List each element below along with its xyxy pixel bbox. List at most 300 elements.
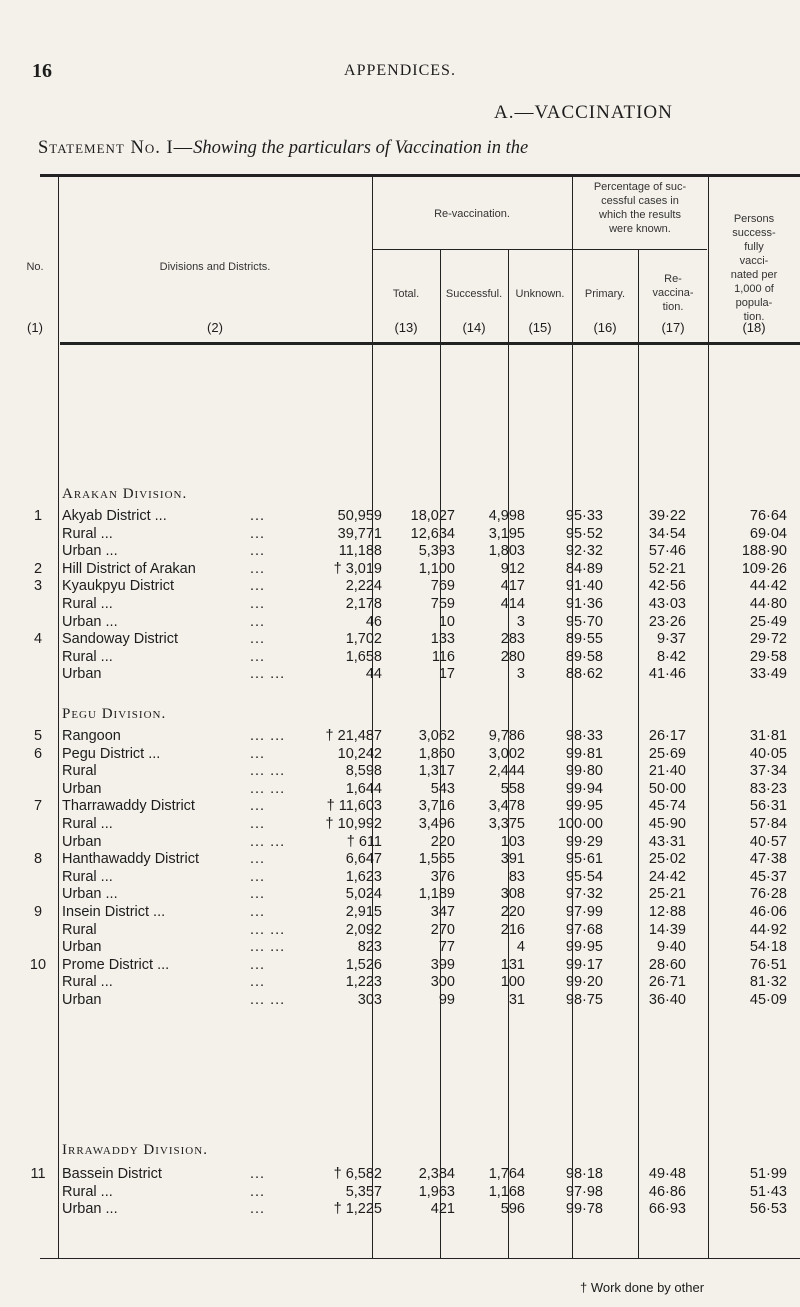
row-number: 8 (33, 851, 43, 868)
cell-unknown: 3,478 (488, 798, 525, 815)
cell-revaccination-pct: 41·46 (648, 666, 686, 683)
cell-persons-per-1000: 29·58 (749, 648, 787, 665)
cell-total: 1,644 (345, 780, 382, 797)
cell-unknown: 912 (500, 560, 525, 577)
row-leader-dots: ... ... (250, 763, 286, 780)
cell-total: 10,242 (337, 745, 382, 762)
cell-successful: 3,496 (418, 816, 455, 832)
cell-unknown: 9,786 (488, 728, 525, 744)
cell-primary-pct: 95·54 (565, 868, 603, 885)
col-divider-1 (58, 175, 59, 1258)
cell-total: 39,771 (337, 525, 382, 542)
col-header-revaccination-pct: Re- vaccina- tion. (652, 273, 694, 313)
col-number-1: (1) (27, 320, 43, 335)
cell-revaccination-pct: 45·90 (648, 816, 686, 832)
row-leader-dots: ... ... (250, 728, 286, 744)
row-name: Bassein District (62, 1166, 162, 1182)
table-row (0, 1166, 800, 1182)
running-head: APPENDICES. (344, 62, 456, 79)
cell-revaccination-pct: 39·22 (648, 508, 686, 524)
table-row (0, 816, 800, 832)
cell-revaccination-pct: 49·48 (648, 1166, 686, 1182)
row-leader-dots: ... (250, 543, 266, 560)
col-number-15: (15) (528, 320, 552, 335)
col-divider-5 (572, 175, 573, 1258)
table-row (0, 781, 800, 797)
cell-primary-pct: 89·55 (565, 631, 603, 648)
table-row (0, 974, 800, 990)
cell-total: 2,224 (345, 578, 382, 595)
cell-revaccination-pct: 14·39 (648, 921, 686, 938)
col-header-successful: Successful. (445, 288, 503, 300)
cell-persons-per-1000: 76·51 (749, 956, 787, 973)
cell-persons-per-1000: 188·90 (741, 543, 787, 560)
col-number-14: (14) (462, 320, 486, 335)
cell-unknown: 216 (500, 921, 525, 938)
table-row (0, 666, 800, 682)
cell-unknown: 414 (500, 596, 525, 612)
row-name: Rural ... (62, 525, 113, 542)
table-row (0, 543, 800, 559)
cell-unknown: 31 (508, 992, 525, 1008)
cell-successful: 99 (438, 992, 455, 1008)
table-bottom-rule (40, 1258, 800, 1259)
cell-primary-pct: 99·29 (565, 833, 603, 850)
cell-successful: 1,565 (418, 851, 455, 868)
table-row (0, 631, 800, 647)
row-leader-dots: ... ... (250, 921, 286, 938)
cell-primary-pct: 95·61 (565, 851, 603, 868)
cell-total: 50,959 (337, 508, 382, 524)
cell-revaccination-pct: 25·69 (648, 745, 686, 762)
row-leader-dots: ... (250, 1166, 266, 1182)
cell-total: 303 (357, 992, 382, 1008)
cell-successful: 12,634 (410, 525, 455, 542)
cell-total: 46 (365, 613, 382, 630)
footnote: † Work done by other (580, 1280, 705, 1295)
cell-primary-pct: 84·89 (565, 560, 603, 577)
cell-persons-per-1000: 44·92 (749, 921, 787, 938)
row-leader-dots: ... (250, 798, 266, 815)
cell-successful: 3,716 (418, 798, 455, 815)
row-name: Rural (62, 921, 97, 938)
col-number-18: (18) (742, 320, 766, 335)
row-name: Hanthawaddy District (62, 851, 199, 868)
row-leader-dots: ... ... (250, 780, 286, 797)
row-name: Urban (62, 939, 102, 956)
cell-unknown: 3,375 (488, 816, 525, 832)
cell-persons-per-1000: 51·99 (749, 1166, 787, 1182)
row-name: Urban (62, 666, 102, 683)
cell-total: 2,092 (345, 921, 382, 938)
row-name: Urban ... (62, 543, 118, 560)
row-leader-dots: ... (250, 525, 266, 542)
cell-unknown: 283 (500, 631, 525, 648)
cell-total: 823 (357, 939, 382, 956)
col-divider-2 (372, 175, 373, 1258)
cell-persons-per-1000: 56·53 (749, 1201, 787, 1218)
row-name: Rural ... (62, 648, 113, 665)
cell-unknown: 4 (516, 939, 525, 956)
row-leader-dots: ... (250, 1183, 266, 1200)
cell-primary-pct: 99·80 (565, 763, 603, 780)
row-leader-dots: ... ... (250, 666, 286, 683)
row-leader-dots: ... (250, 745, 266, 762)
cell-primary-pct: 91·40 (565, 578, 603, 595)
cell-primary-pct: 89·58 (565, 648, 603, 665)
cell-persons-per-1000: 25·49 (749, 613, 787, 630)
cell-unknown: 391 (500, 851, 525, 868)
cell-total: 1,623 (345, 868, 382, 885)
cell-persons-per-1000: 44·80 (749, 596, 787, 612)
table-row (0, 851, 800, 867)
cell-unknown: 1,764 (488, 1166, 525, 1182)
cell-primary-pct: 95·33 (565, 508, 603, 524)
table-row (0, 728, 800, 744)
row-leader-dots: ... (250, 613, 266, 630)
cell-total: 11,188 (338, 543, 382, 560)
cell-revaccination-pct: 52·21 (648, 560, 686, 577)
statement-lead: Statement No. I— (38, 138, 194, 158)
table-row (0, 939, 800, 955)
table-row (0, 746, 800, 762)
cell-total: 5,024 (345, 886, 382, 903)
col-number-16: (16) (593, 320, 617, 335)
row-leader-dots: ... (250, 578, 266, 595)
cell-successful: 399 (430, 956, 455, 973)
cell-primary-pct: 99·95 (565, 939, 603, 956)
cell-unknown: 280 (500, 648, 525, 665)
row-name: Prome District ... (62, 956, 170, 973)
cell-persons-per-1000: 44·42 (749, 578, 787, 595)
row-leader-dots: ... (250, 886, 266, 903)
row-leader-dots: ... (250, 974, 266, 991)
cell-total: 1,223 (345, 974, 382, 991)
col-header-no: No. (26, 261, 44, 273)
cell-primary-pct: 99·17 (565, 956, 603, 973)
cell-unknown: 4,998 (488, 508, 525, 524)
cell-primary-pct: 97·32 (565, 886, 603, 903)
cell-persons-per-1000: 45·09 (749, 992, 787, 1008)
cell-revaccination-pct: 23·26 (648, 613, 686, 630)
table-row (0, 526, 800, 542)
cell-unknown: 103 (500, 833, 525, 850)
section-title: A.—VACCINATION (494, 102, 673, 123)
cell-revaccination-pct: 28·60 (648, 956, 686, 973)
cell-primary-pct: 97·68 (565, 921, 603, 938)
cell-total: † 10,992 (325, 816, 382, 832)
row-leader-dots: ... (250, 648, 266, 665)
cell-successful: 421 (430, 1201, 455, 1218)
row-number: 5 (33, 728, 43, 744)
cell-unknown: 1,168 (488, 1183, 525, 1200)
row-number: 1 (33, 508, 43, 524)
cell-unknown: 220 (500, 904, 525, 920)
row-name: Urban ... (62, 1201, 118, 1218)
header-bottom-rule (60, 342, 800, 345)
cell-primary-pct: 99·95 (565, 798, 603, 815)
row-name: Hill District of Arakan (62, 560, 196, 577)
cell-persons-per-1000: 37·34 (749, 763, 787, 780)
cell-primary-pct: 95·70 (565, 613, 603, 630)
cell-persons-per-1000: 69·04 (749, 525, 787, 542)
row-name: Rural ... (62, 868, 113, 885)
row-leader-dots: ... (250, 508, 266, 524)
cell-revaccination-pct: 43·31 (648, 833, 686, 850)
col-number-2: (2) (207, 320, 223, 335)
cell-total: 1,658 (345, 648, 382, 665)
table-row (0, 922, 800, 938)
statement-description: Showing the particulars of Vaccination in the (193, 138, 529, 158)
statement-heading (38, 138, 528, 159)
cell-persons-per-1000: 46·06 (749, 904, 787, 920)
cell-successful: 769 (430, 578, 455, 595)
cell-revaccination-pct: 25·21 (648, 886, 686, 903)
cell-successful: 300 (430, 974, 455, 991)
row-leader-dots: ... (250, 631, 266, 648)
col-header-revaccination: Re-vaccination. (434, 208, 510, 220)
division-title-pegu: Pegu Division. (62, 706, 167, 722)
col-number-17: (17) (661, 320, 685, 335)
cell-total: † 11,603 (326, 798, 382, 815)
col-header-percentage: Percentage of suc- cessful cases in which the results were known. (593, 181, 687, 235)
cell-persons-per-1000: 31·81 (749, 728, 787, 744)
cell-persons-per-1000: 57·84 (749, 816, 787, 832)
cell-primary-pct: 97·98 (565, 1183, 603, 1200)
col-header-total: Total. (392, 288, 420, 300)
col-header-unknown: Unknown. (515, 288, 565, 300)
table-row (0, 578, 800, 594)
table-row (0, 596, 800, 612)
table-row (0, 508, 800, 524)
col-header-persons: Persons success- fully vacci- nated per 1,000 of popula- tion. (730, 213, 778, 323)
cell-revaccination-pct: 12·88 (648, 904, 686, 920)
cell-unknown: 596 (500, 1201, 525, 1218)
cell-revaccination-pct: 42·56 (648, 578, 686, 595)
cell-revaccination-pct: 26·17 (648, 728, 686, 744)
cell-successful: 376 (430, 868, 455, 885)
cell-revaccination-pct: 43·03 (648, 596, 686, 612)
page-number: 16 (32, 60, 52, 82)
cell-persons-per-1000: 40·05 (749, 745, 787, 762)
cell-successful: 543 (430, 780, 455, 797)
cell-successful: 1,860 (418, 745, 455, 762)
row-leader-dots: ... (250, 816, 266, 832)
cell-persons-per-1000: 47·38 (749, 851, 787, 868)
cell-successful: 3,062 (418, 728, 455, 744)
cell-persons-per-1000: 54·18 (749, 939, 787, 956)
cell-successful: 5,393 (418, 543, 455, 560)
row-leader-dots: ... (250, 560, 266, 577)
row-number: 10 (29, 956, 47, 973)
col-divider-7 (708, 175, 709, 1258)
cell-unknown: 2,444 (488, 763, 525, 780)
cell-revaccination-pct: 9·37 (656, 631, 686, 648)
row-leader-dots: ... ... (250, 833, 286, 850)
cell-successful: 77 (438, 939, 455, 956)
cell-unknown: 3,002 (488, 745, 525, 762)
row-number: 7 (33, 798, 43, 815)
cell-persons-per-1000: 83·23 (749, 780, 787, 797)
row-name: Tharrawaddy District (62, 798, 195, 815)
row-number: 2 (33, 560, 43, 577)
cell-revaccination-pct: 36·40 (648, 992, 686, 1008)
row-name: Kyaukpyu District (62, 578, 175, 595)
row-name: Urban ... (62, 886, 118, 903)
row-leader-dots: ... (250, 851, 266, 868)
table-top-rule (40, 174, 800, 177)
row-leader-dots: ... ... (250, 992, 286, 1008)
cell-unknown: 3 (516, 613, 525, 630)
row-name: Rural ... (62, 596, 113, 612)
cell-revaccination-pct: 34·54 (648, 525, 686, 542)
row-leader-dots: ... (250, 868, 266, 885)
col-header-primary: Primary. (584, 288, 626, 300)
cell-total: † 3,019 (333, 560, 382, 577)
col-number-13: (13) (394, 320, 418, 335)
cell-unknown: 1,803 (488, 543, 525, 560)
table-row (0, 886, 800, 902)
cell-persons-per-1000: 76·64 (749, 508, 787, 524)
cell-revaccination-pct: 24·42 (648, 868, 686, 885)
cell-primary-pct: 100·00 (557, 816, 603, 832)
cell-primary-pct: 97·99 (565, 904, 603, 920)
cell-total: 1,526 (345, 956, 382, 973)
cell-total: 44 (365, 666, 382, 683)
cell-unknown: 83 (508, 868, 525, 885)
division-title-irrawaddy: Irrawaddy Division. (62, 1142, 208, 1158)
row-name: Urban (62, 992, 102, 1008)
row-leader-dots: ... (250, 956, 266, 973)
row-number: 3 (33, 578, 43, 595)
cell-successful: 270 (430, 921, 455, 938)
row-name: Rural ... (62, 1183, 113, 1200)
cell-total: 2,178 (345, 596, 382, 612)
cell-successful: 2,384 (418, 1166, 455, 1182)
cell-persons-per-1000: 56·31 (749, 798, 787, 815)
cell-persons-per-1000: 81·32 (749, 974, 787, 991)
cell-unknown: 3 (516, 666, 525, 683)
row-name: Rural ... (62, 974, 113, 991)
cell-total: † 6,582 (333, 1166, 382, 1182)
cell-total: 5,357 (345, 1183, 382, 1200)
cell-successful: 347 (430, 904, 455, 920)
cell-successful: 220 (430, 833, 455, 850)
cell-primary-pct: 95·52 (565, 525, 603, 542)
cell-revaccination-pct: 9·40 (656, 939, 686, 956)
cell-total: 2,915 (345, 904, 382, 920)
row-name: Rural ... (62, 816, 113, 832)
cell-primary-pct: 99·78 (565, 1201, 603, 1218)
cell-persons-per-1000: 51·43 (749, 1183, 787, 1200)
cell-persons-per-1000: 109·26 (741, 560, 787, 577)
col-header-divisions: Divisions and Districts. (159, 261, 271, 273)
table-row (0, 834, 800, 850)
row-name: Sandoway District (62, 631, 179, 648)
cell-successful: 116 (431, 648, 455, 665)
cell-unknown: 100 (500, 974, 525, 991)
cell-revaccination-pct: 57·46 (648, 543, 686, 560)
row-name: Urban (62, 833, 102, 850)
row-name: Pegu District ... (62, 745, 161, 762)
row-name: Akyab District ... (62, 508, 167, 524)
table-row (0, 1184, 800, 1200)
cell-primary-pct: 98·18 (565, 1166, 603, 1182)
cell-successful: 10 (438, 613, 455, 630)
table-row (0, 614, 800, 630)
row-leader-dots: ... (250, 596, 266, 612)
cell-unknown: 558 (500, 780, 525, 797)
table-row (0, 957, 800, 973)
row-name: Insein District ... (62, 904, 166, 920)
cell-successful: 17 (438, 666, 455, 683)
cell-primary-pct: 98·75 (565, 992, 603, 1008)
cell-unknown: 131 (500, 956, 525, 973)
row-name: Rural (62, 763, 97, 780)
table-row (0, 561, 800, 577)
cell-persons-per-1000: 29·72 (749, 631, 787, 648)
cell-successful: 1,100 (418, 560, 455, 577)
row-leader-dots: ... (250, 904, 266, 920)
cell-revaccination-pct: 21·40 (648, 763, 686, 780)
cell-total: † 1,225 (333, 1201, 382, 1218)
cell-revaccination-pct: 45·74 (648, 798, 686, 815)
cell-successful: 1,963 (418, 1183, 455, 1200)
table-row (0, 992, 800, 1008)
cell-total: † 21,487 (325, 728, 382, 744)
cell-primary-pct: 99·94 (565, 780, 603, 797)
cell-persons-per-1000: 40·57 (749, 833, 787, 850)
table-row (0, 869, 800, 885)
cell-revaccination-pct: 66·93 (648, 1201, 686, 1218)
cell-revaccination-pct: 50·00 (648, 780, 686, 797)
row-number: 11 (30, 1166, 46, 1182)
row-name: Rangoon (62, 728, 121, 744)
cell-revaccination-pct: 8·42 (656, 648, 686, 665)
cell-persons-per-1000: 33·49 (749, 666, 787, 683)
cell-unknown: 417 (500, 578, 525, 595)
row-name: Urban ... (62, 613, 118, 630)
row-leader-dots: ... (250, 1201, 266, 1218)
cell-persons-per-1000: 45·37 (749, 868, 787, 885)
cell-persons-per-1000: 76·28 (749, 886, 787, 903)
row-leader-dots: ... ... (250, 939, 286, 956)
cell-revaccination-pct: 25·02 (648, 851, 686, 868)
table-row (0, 649, 800, 665)
table-row (0, 904, 800, 920)
header-rule-mid (372, 249, 707, 250)
cell-primary-pct: 99·20 (565, 974, 603, 991)
cell-primary-pct: 88·62 (565, 666, 603, 683)
cell-successful: 1,189 (418, 886, 455, 903)
table-row (0, 1201, 800, 1217)
cell-total: 6,647 (345, 851, 382, 868)
cell-primary-pct: 91·36 (565, 596, 603, 612)
cell-total: 1,702 (345, 631, 382, 648)
row-number: 4 (33, 631, 43, 648)
cell-revaccination-pct: 26·71 (648, 974, 686, 991)
row-name: Urban (62, 780, 102, 797)
table-row (0, 798, 800, 814)
table-row (0, 763, 800, 779)
cell-unknown: 3,195 (488, 525, 525, 542)
cell-total: 8,598 (345, 763, 382, 780)
cell-primary-pct: 98·33 (565, 728, 603, 744)
cell-successful: 18,027 (410, 508, 455, 524)
row-number: 6 (33, 745, 43, 762)
cell-unknown: 308 (500, 886, 525, 903)
cell-successful: 759 (430, 596, 455, 612)
